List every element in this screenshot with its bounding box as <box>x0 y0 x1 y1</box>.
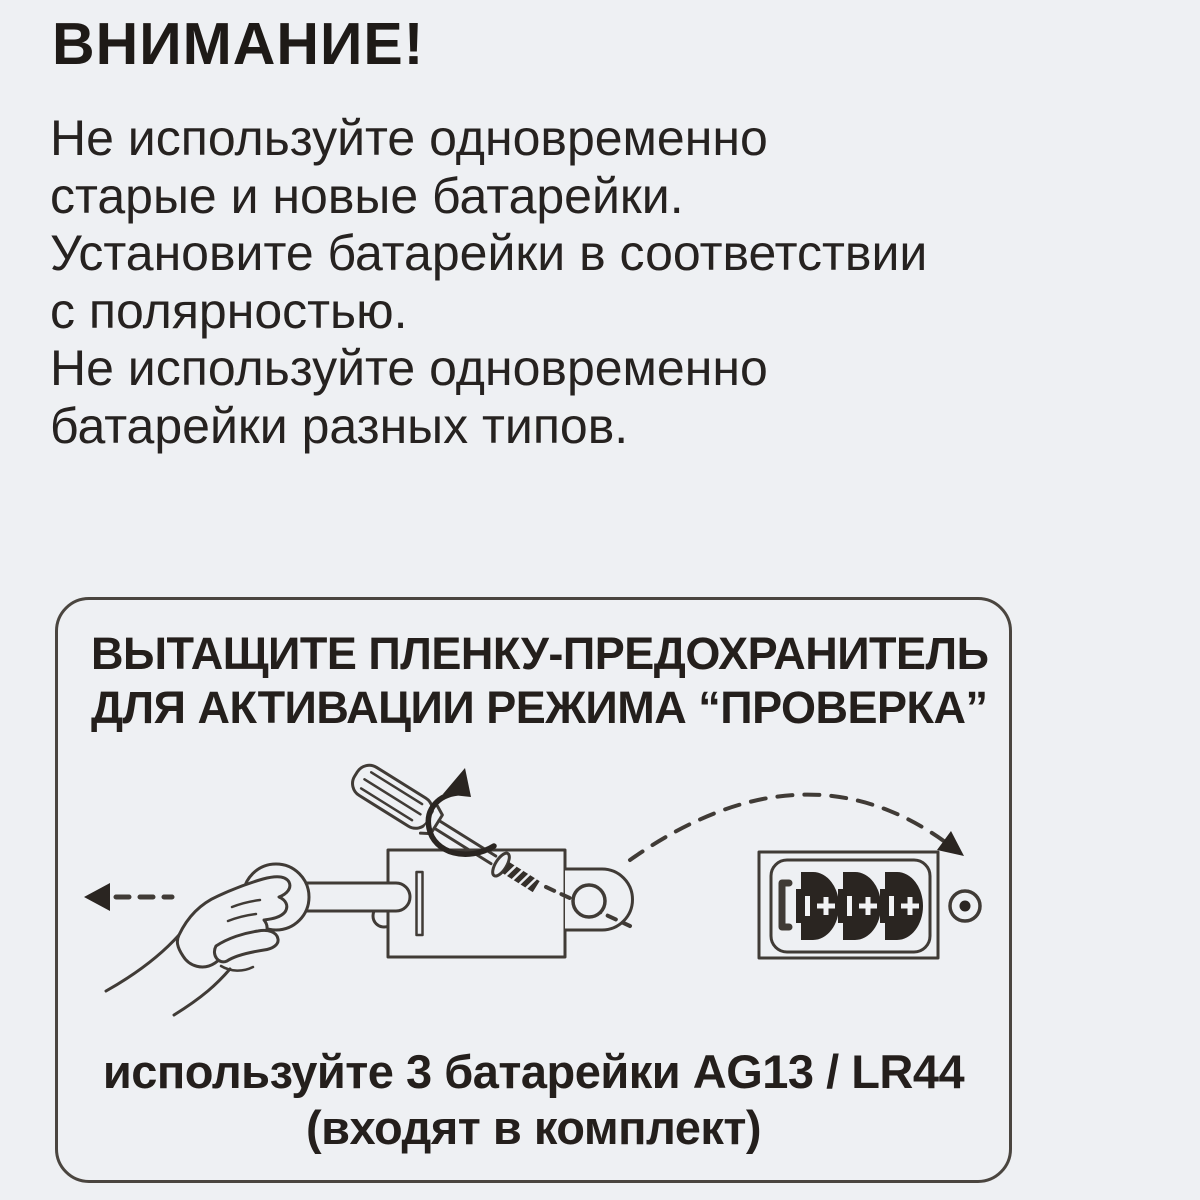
instruction-box <box>55 597 1012 1183</box>
transfer-arc-arrow-icon <box>630 795 964 860</box>
warning-line-3: Установите батарейки в соответствии <box>50 225 928 281</box>
box-title-line-2: ДЛЯ АКТИВАЦИИ РЕЖИМА “ПРОВЕРКА” <box>91 682 988 733</box>
battery-compartment <box>759 852 980 958</box>
compartment-screw-icon <box>950 891 980 921</box>
battery-note-line-1: используйте 3 батарейки AG13 / LR44 <box>102 1045 965 1098</box>
warning-text <box>50 110 1150 455</box>
battery-activation-illustration <box>58 750 1009 1046</box>
hand-icon <box>106 877 290 1015</box>
warning-line-6: батарейки разных типов. <box>50 397 629 454</box>
warning-line-2: старые и новые батарейки. <box>50 167 684 224</box>
instruction-box-title <box>91 627 991 735</box>
warning-line-4: с полярностью. <box>50 282 408 339</box>
warning-title: ВНИМАНИЕ! <box>52 11 425 77</box>
warning-line-1: Не используйте одновременно <box>50 110 768 166</box>
battery-note-line-2: (входят в комплект) <box>305 1101 762 1154</box>
battery-cover <box>388 850 565 957</box>
screw-hole <box>573 885 605 917</box>
warning-line-5: Не используйте одновременно <box>50 340 768 396</box>
box-title-line-1: ВЫТАЩИТЕ ПЛЕНКУ-ПРЕДОХРАНИТЕЛЬ <box>91 628 989 679</box>
battery-note <box>58 1044 1009 1156</box>
pull-direction-arrow-icon <box>84 883 172 911</box>
